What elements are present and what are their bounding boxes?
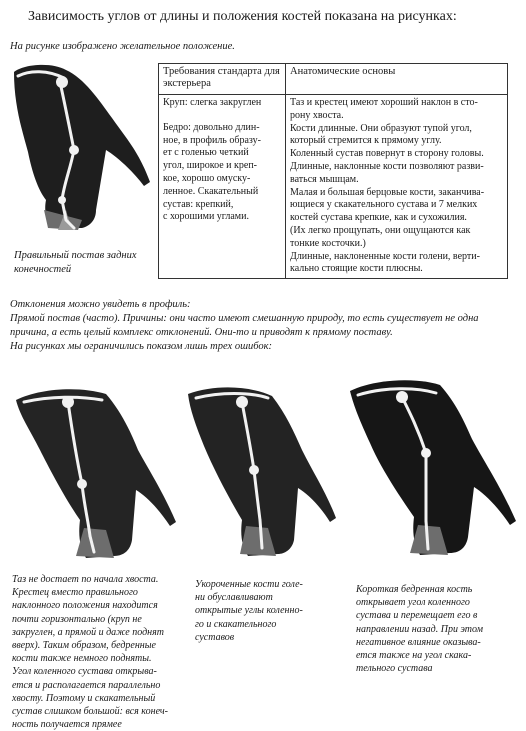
fault-horizontal-croup-illustration xyxy=(10,380,180,570)
caption-line: наклонного положения находится xyxy=(12,600,158,612)
caption-line: вверх). Таким образом, бедренные xyxy=(12,640,156,652)
caption-line: открывает угол коленного xyxy=(356,597,470,609)
anatomy-line: Таз и крестец имеют хороший наклон в сто- xyxy=(290,97,478,108)
standard-line: угол, широкое и креп- xyxy=(163,160,258,172)
anatomy-line: ющиеся у скакательного сустава и 7 мелких xyxy=(290,199,478,211)
anatomy-line: Кости длинные. Они образуют тупой угол, xyxy=(290,122,472,134)
standard-line: ное, в профиль образу- xyxy=(163,134,261,146)
standard-line: Бедро: довольно длин- xyxy=(163,121,260,133)
caption-line: го и скакательного xyxy=(195,618,277,630)
caption-line: негативное влияние оказыва- xyxy=(356,636,481,648)
standard-line: сустав: крепкий, xyxy=(163,198,234,210)
fig2-caption xyxy=(195,578,335,644)
caption-line: Короткая бедренная кость xyxy=(356,584,473,595)
standard-line: ленное. Скакательный xyxy=(163,185,259,197)
table-header-anatomy: Анатомические основы xyxy=(286,64,508,95)
table-cell-standard xyxy=(159,95,286,279)
deviations-line: Отклонения можно увидеть в профиль: xyxy=(10,299,191,310)
fault-short-tibia-illustration xyxy=(180,380,340,570)
caption-line: направлении назад. При этом xyxy=(356,623,483,635)
page-title: Зависимость углов от длины и положения костей показана на рисунках: xyxy=(28,9,457,24)
standard-line xyxy=(163,110,281,122)
caption-line: Крестец вместо правильного xyxy=(12,587,138,599)
caption-line: тельного сустава xyxy=(356,663,433,675)
deviations-line: причина, а есть целый комплекс отклонений. Они-то и приводят к прямому поставу. xyxy=(10,327,393,338)
caption-line: ность получается прямее xyxy=(12,719,122,731)
anatomy-line: тонкие косточки.) xyxy=(290,237,366,249)
anatomy-line: который стремится к прямому углу. xyxy=(290,135,442,147)
caption-line: сустав слишком большой: вся конеч- xyxy=(12,706,168,718)
anatomy-line: костей сустава крепкие, как и сухожилия. xyxy=(290,212,467,224)
fig3-caption xyxy=(356,583,504,675)
table-cell-anatomy xyxy=(286,95,508,279)
anatomy-line: Малая и большая берцовые кости, заканчива- xyxy=(290,186,485,198)
caption-line: Укороченные кости голе- xyxy=(195,579,303,590)
anatomy-line: кально стоящие кости плюсны. xyxy=(290,263,423,275)
deviations-line: На рисунках мы ограничились показом лишь трех ошибок: xyxy=(10,341,273,352)
intro-text: На рисунке изображено желательное положение. xyxy=(10,41,235,52)
caption-line: Угол коленного сустава открыва- xyxy=(12,666,157,678)
anatomy-line: Длинные, наклоненные кости голени, верти- xyxy=(290,250,480,262)
anatomy-line: ваться мышцам. xyxy=(290,173,359,185)
standard-line: ет с голенью четкий xyxy=(163,147,249,159)
table-header-standard: Требования стандарта для экстерьера xyxy=(159,64,286,95)
caption-line: кости также немного подняты. xyxy=(12,653,152,665)
caption-line: ется и располагается параллельно xyxy=(12,679,161,691)
main-figure-caption: Правильный постав задних конечностей xyxy=(14,250,137,275)
standard-line: кое, хорошо омуску- xyxy=(163,172,251,184)
correct-hindleg-illustration xyxy=(4,60,154,245)
caption-line: суставов xyxy=(195,631,235,643)
deviations-text xyxy=(10,298,516,354)
caption-line: почти горизонтально (круп не xyxy=(12,613,142,625)
anatomy-line: рону хвоста. xyxy=(290,109,344,121)
fig1-caption xyxy=(12,573,172,731)
caption-line: закруглен, а прямой и даже поднят xyxy=(12,626,164,638)
anatomy-line: Длинные, наклонные кости позволяют разви- xyxy=(290,160,484,172)
caption-line: ется также на угол скака- xyxy=(356,650,472,662)
caption-line: Таз не достает по начала хвоста. xyxy=(12,574,159,585)
standard-requirements-table xyxy=(158,63,508,279)
deviations-line: Прямой постав (часто). Причины: они часто имеют смешанную природу, то есть существует не одна xyxy=(10,313,479,324)
standard-line: с хорошими углами. xyxy=(163,211,249,223)
caption-line: открытые углы коленно- xyxy=(195,605,303,617)
anatomy-line: (Их легко прощупать, они ощущаются как xyxy=(290,224,471,236)
caption-line: ни обуславливают xyxy=(195,592,273,604)
caption-line: хвосту. Поэтому и скакательный xyxy=(12,692,156,704)
standard-line: Круп: слегка закруглен xyxy=(163,97,262,108)
fault-short-femur-illustration xyxy=(340,373,520,568)
anatomy-line: Коленный сустав повернут в сторону головы. xyxy=(290,148,484,160)
caption-line: сустава и перемещает его в xyxy=(356,610,478,622)
